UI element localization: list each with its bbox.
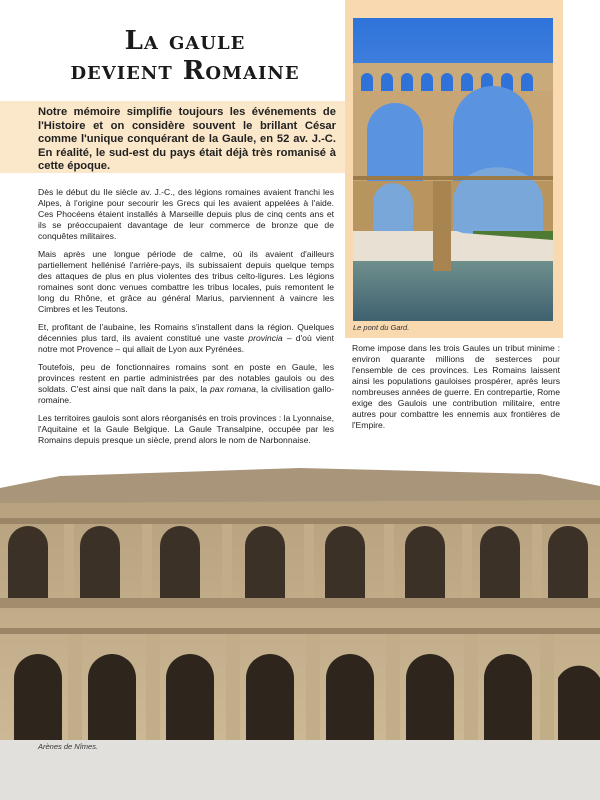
pont-du-gard-photo — [353, 18, 553, 321]
paragraph-4: Toutefois, peu de fonctionnaires romains sont en poste en Gaule, les provinces restent en partie administrées par des notables gaulois ou des soldats. C'est ainsi que naît dans la paix, la pax romana, la civilisation gallo-romaine. — [38, 362, 335, 405]
intro-text: Notre mémoire simplifie toujours les événements de l'Histoire et on considère souvent le brillant César comme l'unique conquérant de la Gaule, en 52 av. J.-C. En réalité, le sud-est du pays était déjà très romanisé à cette époque. — [38, 106, 336, 173]
page-title — [30, 26, 340, 86]
title-line-2: devient Romaine — [70, 56, 300, 86]
title-line-1: La gaule — [124, 26, 246, 56]
pont-du-gard-figure — [345, 0, 563, 338]
paragraph-2: Mais après une longue période de calme, où ils avaient d'ailleurs partiellement hellénisé l'arrière-pays, ils subissaient depuis quelque temps des attaques de plus en plus violentes des tribus celto-ligures. Les légions romaines sont donc venues combattre les tribus locales, puis remontent le long du Rhône, et grâce au général Marius, parviennent à vaincre les Cimbres et les Teutons. — [38, 249, 334, 314]
left-column — [38, 187, 334, 453]
arenes-de-nimes-caption: Arènes de Nîmes. — [38, 742, 99, 751]
paragraph-6: Rome impose dans les trois Gaules un tribut minime : environ quarante millions de sesterces pour l'ensemble de ces provinces. Les Romains laissent ainsi les populations gauloises prospérer, après leurs nombreuses années de guerre. En contrepartie, Rome exige des Gaulois une contribution militaire, entre autres pour combattre les ennemis aux frontières de l'Empire. — [352, 343, 560, 430]
paragraph-5: Les territoires gaulois sont alors réorganisés en trois provinces : la Lyonnaise, l'Aquitaine et la Gaule Belgique. La Gaule Transalpine, occupée par les Romains depuis presque un siècle, prend alors le nom de Narbonnaise. — [38, 413, 334, 445]
pont-du-gard-caption: Le pont du Gard. — [353, 323, 410, 332]
right-column — [352, 343, 560, 438]
paragraph-3: Et, profitant de l'aubaine, les Romains s'installent dans la région. Quelques décennies plus tard, ils avaient constitué une vaste provincia – d'où vient notre mot Provence – qui allait de Lyon aux Pyrénées. — [38, 322, 335, 354]
paragraph-1: Dès le début du IIe siècle av. J.-C., des légions romaines avaient franchi les Alpes, à l'origine pour secourir les Grecs qui les avaient appelées à l'aide. Ces Phocéens étaient installés à Marseille depuis plus de cinq cents ans et ils se préoccupaient davantage de leur commerce de bronze que de conquêtes militaires. — [38, 187, 334, 241]
